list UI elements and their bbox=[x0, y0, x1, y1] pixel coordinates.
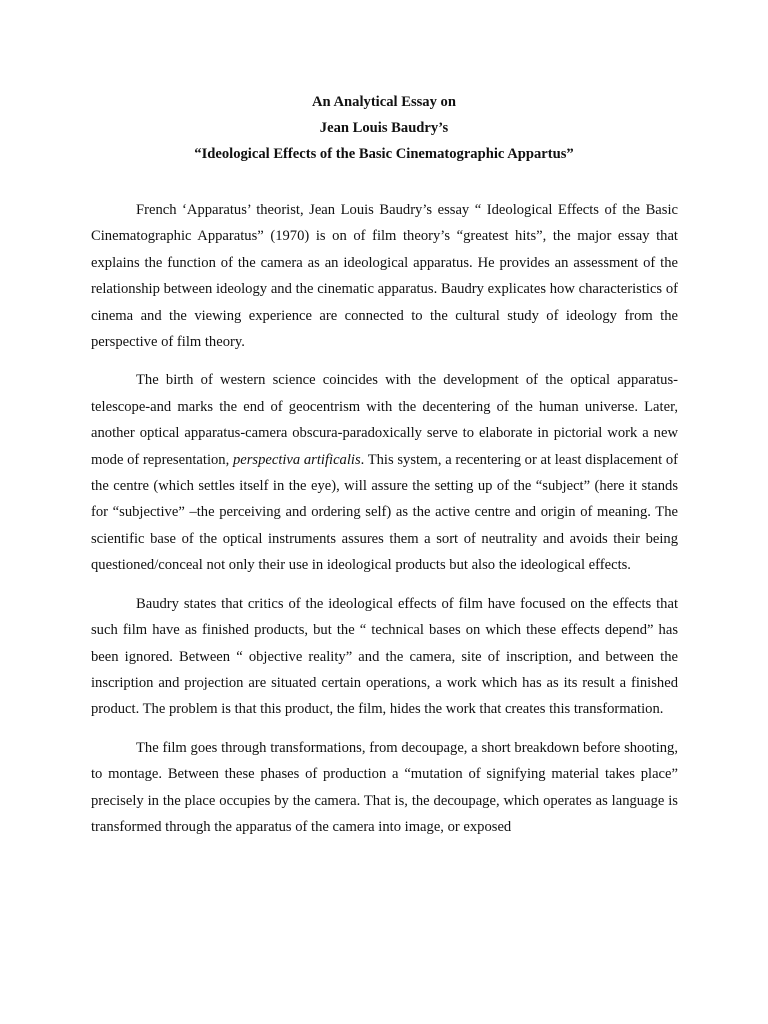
title-line-1: An Analytical Essay on bbox=[312, 94, 456, 110]
essay-body bbox=[91, 197, 678, 840]
essay-title bbox=[0, 92, 768, 170]
paragraph-3-text: Baudry states that critics of the ideological effects of film have focused on the effects that such film have as finished products, but the “ technical bases on which these effects depend” has been ignored. Between “ objective reality” and the camera, site of inscription, and between the inscription and projection are situated certain operations, a work which has as its result a finished product. The problem is that this product, the film, hides the work that creates this transformation. bbox=[91, 595, 678, 718]
paragraph-2-text-b: . This system, a recentering or at least displacement of the centre (which settles itself in the eye), will assure the setting up of the “subject” (here it stands for “subjective” –the perceiving and ordering self) as the active centre and origin of meaning. The scientific base of the optical instruments assures them a sort of neutrality and avoids their being questioned/conceal not only their use in ideological products but also the ideological effects. bbox=[91, 451, 678, 574]
paragraph-4-text: The film goes through transformations, from decoupage, a short breakdown before shooting, to montage. Between these phases of production a “mutation of signifying material takes place” precisely in the place occupies by the camera. That is, the decoupage, which operates as language is transformed through the apparatus of the camera into image, or exposed bbox=[91, 739, 678, 835]
title-line-3: “Ideological Effects of the Basic Cinematographic Appartus” bbox=[194, 146, 574, 162]
paragraph-1-text: French ‘Apparatus’ theorist, Jean Louis Baudry’s essay “ Ideological Effects of the Basic Cinematographic Apparatus” (1970) is on of film theory’s “greatest hits”, the major essay that explains the function of the camera as an ideological apparatus. He provides an assessment of the relationship between ideology and the cinematic apparatus. Baudry explicates how characteristics of cinema and the viewing experience are connected to the cultural study of ideology from the perspective of film theory. bbox=[91, 202, 678, 351]
paragraph-2 bbox=[91, 367, 678, 578]
title-line-2: Jean Louis Baudry’s bbox=[319, 120, 449, 136]
paragraph-3 bbox=[91, 591, 678, 723]
paragraph-2-text-a: The birth of western science coincides with the development of the optical apparatus-telescope-and marks the end of geocentrism with the decentering of the human universe. Later, another optical apparatus-camera obscura-paradoxically serve to elaborate in pictorial work a new mode of representation, bbox=[91, 372, 678, 468]
paragraph-2-italic-term: perspectiva artificalis bbox=[232, 451, 361, 468]
paragraph-4 bbox=[91, 735, 678, 841]
paragraph-1 bbox=[91, 197, 678, 355]
